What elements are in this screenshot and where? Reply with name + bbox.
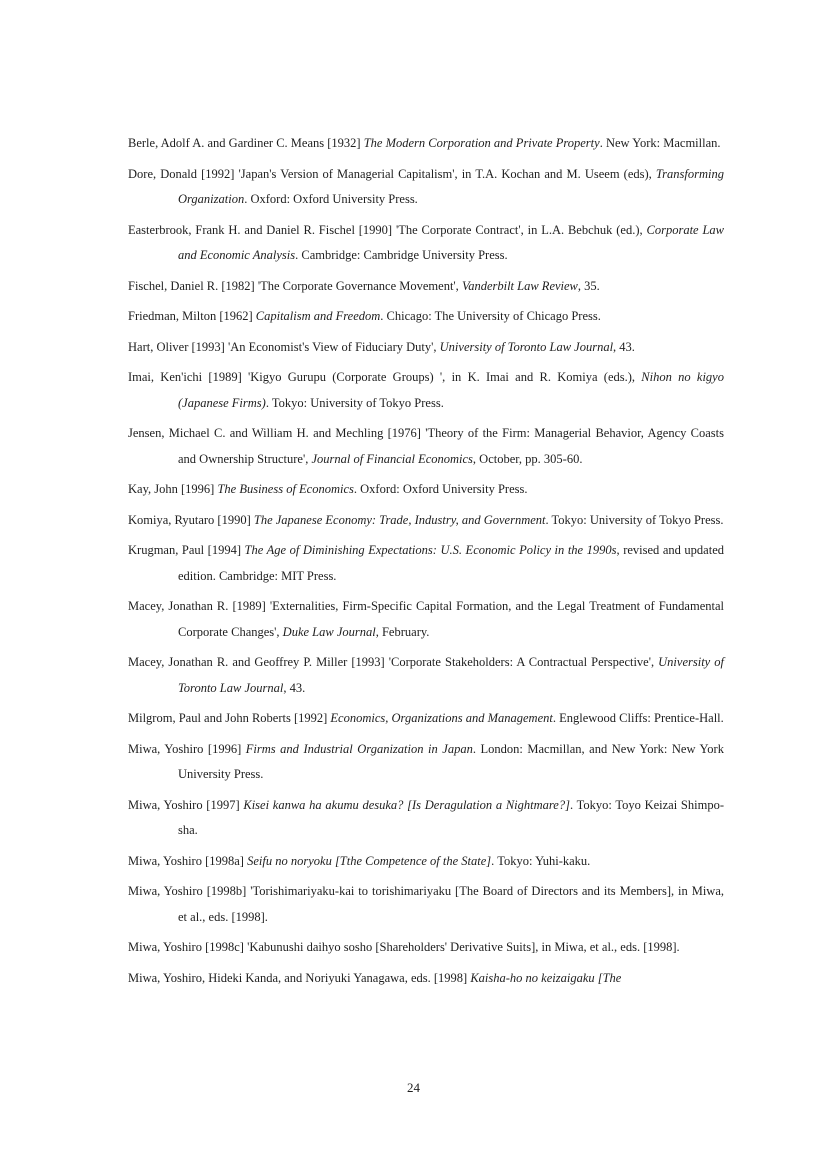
reference-entry: Krugman, Paul [1994] The Age of Diminishing Expectations: U.S. Economic Policy in the 1990s, revised and updated edition. Cambridge: MIT Press. — [128, 543, 724, 583]
reference-entry: Miwa, Yoshiro [1997] Kisei kanwa ha akumu desuka? [Is Deragulation a Nightmare?]. Tokyo: Toyo Keizai Shimpo-sha. — [128, 797, 724, 837]
reference-entry: Milgrom, Paul and John Roberts [1992] Economics, Organizations and Management. Englewood Cliffs: Prentice-Hall. — [128, 711, 724, 725]
reference-entry: Komiya, Ryutaro [1990] The Japanese Economy: Trade, Industry, and Government. Tokyo: University of Tokyo Press. — [128, 512, 724, 527]
reference-entry: Easterbrook, Frank H. and Daniel R. Fischel [1990] 'The Corporate Contract', in L.A. Bebchuk (ed.), Corporate Law and Economic Analysis. Cambridge: Cambridge University Press. — [128, 222, 724, 262]
reference-entry: Fischel, Daniel R. [1982] 'The Corporate Governance Movement', Vanderbilt Law Review, 35. — [128, 278, 600, 293]
reference-entry: Hart, Oliver [1993] 'An Economist's View of Fiduciary Duty', University of Toronto Law Journal, 43. — [128, 339, 635, 354]
reference-entry: Jensen, Michael C. and William H. and Mechling [1976] 'Theory of the Firm: Managerial Behavior, Agency Coasts and Ownership Structure', Journal of Financial Economics, October, pp. 305-60. — [128, 426, 724, 466]
reference-list — [128, 131, 724, 996]
reference-entry: Miwa, Yoshiro [1996] Firms and Industrial Organization in Japan. London: Macmillan, and New York: New York University Press. — [128, 741, 724, 781]
reference-entry: Miwa, Yoshiro [1998c] 'Kabunushi daihyo sosho [Shareholders' Derivative Suits], in Miwa, et al., eds. [1998]. — [128, 940, 680, 954]
reference-entry: Macey, Jonathan R. [1989] 'Externalities, Firm-Specific Capital Formation, and the Legal Treatment of Fundamental Corporate Changes', Duke Law Journal, February. — [128, 599, 724, 639]
reference-entry: Friedman, Milton [1962] Capitalism and Freedom. Chicago: The University of Chicago Press. — [128, 309, 601, 323]
reference-entry: Miwa, Yoshiro [1998b] 'Torishimariyaku-kai to torishimariyaku [The Board of Directors and its Members], in Miwa, et al., eds. [1998]. — [128, 884, 724, 924]
page-number: 24 — [407, 1080, 420, 1095]
reference-entry: Dore, Donald [1992] 'Japan's Version of Managerial Capitalism', in T.A. Kochan and M. Useem (eds), Transforming Organization. Oxford: Oxford University Press. — [128, 166, 724, 206]
reference-entry: Berle, Adolf A. and Gardiner C. Means [1932] The Modern Corporation and Private Property. New York: Macmillan. — [128, 136, 721, 150]
reference-entry: Kay, John [1996] The Business of Economics. Oxford: Oxford University Press. — [128, 482, 528, 496]
reference-entry: Miwa, Yoshiro, Hideki Kanda, and Noriyuki Yanagawa, eds. [1998] Kaisha-ho no keizaigaku [The — [128, 970, 622, 985]
reference-entry: Imai, Ken'ichi [1989] 'Kigyo Gurupu (Corporate Groups) ', in K. Imai and R. Komiya (eds.), Nihon no kigyo (Japanese Firms). Tokyo: University of Tokyo Press. — [128, 370, 724, 410]
reference-entry: Miwa, Yoshiro [1998a] Seifu no noryoku [Tthe Competence of the State]. Tokyo: Yuhi-kaku. — [128, 853, 591, 868]
reference-entry: Macey, Jonathan R. and Geoffrey P. Miller [1993] 'Corporate Stakeholders: A Contractual Perspective', University of Toronto Law Journal, 43. — [128, 655, 724, 695]
